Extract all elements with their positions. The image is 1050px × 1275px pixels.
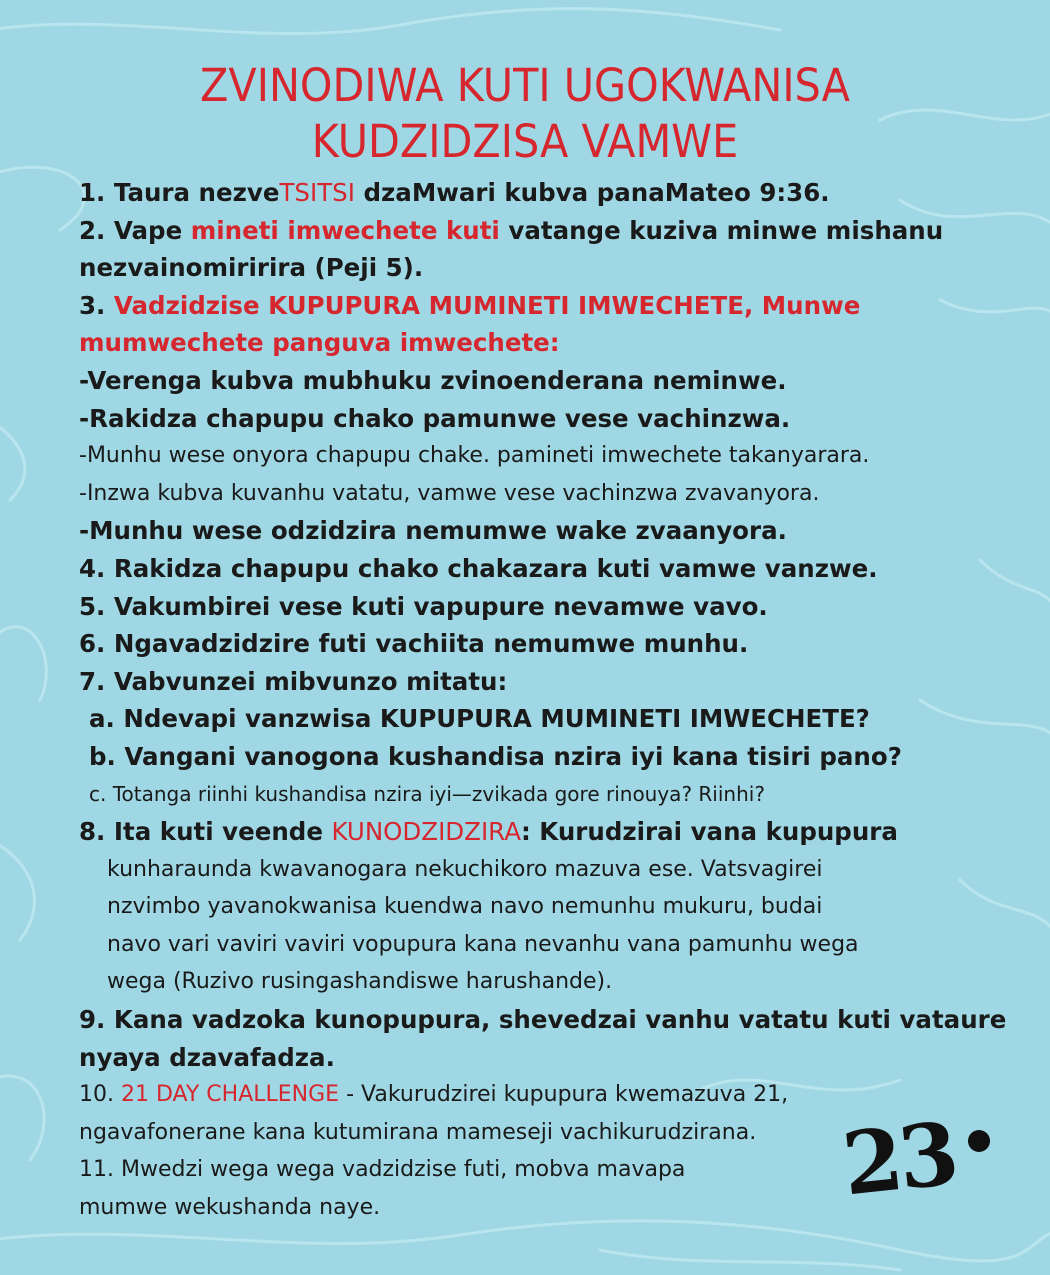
highlight-kunodzidzira: KUNODZIDZIRA: [331, 817, 521, 847]
item-9-cont: nyaya dzavafadza.: [79, 1042, 335, 1072]
highlight-tsitsi: TSITSI: [279, 178, 355, 207]
page-title: [42, 58, 1008, 170]
step-write: -Munhu wese onyora chapupu chake. pamineti imwechete takanyarara.: [79, 443, 870, 469]
item-11: 11. Mwedzi wega wega vadzidzise futi, mobva mavapa: [79, 1157, 686, 1183]
title-line-2: KUDZIDZISA VAMWE: [311, 115, 739, 168]
item-8-line-4: navo vari vaviri vaviri vopupura kana nevanhu vana pamunhu wega: [107, 931, 859, 957]
title-line-1: ZVINODIWA KUTI UGOKWANISA: [200, 59, 850, 112]
item-8-line-5: wega (Ruzivo rusingashandiswe harushande).: [107, 969, 613, 995]
question-a: a. Ndevapi vanzwisa KUPUPURA MUMINETI IMWECHETE?: [89, 704, 870, 734]
item-8-line-3: nzvimbo yavanokwanisa kuendwa navo nemunhu mukuru, budai: [107, 894, 823, 920]
item-3: 3. Vadzidzise KUPUPURA MUMINETI IMWECHETE, Munwe: [79, 290, 861, 320]
highlight-21-day-challenge: 21 DAY CHALLENGE: [120, 1082, 347, 1108]
item-11-cont: mumwe wekushanda naye.: [79, 1195, 381, 1221]
item-10-cont: ngavafonerane kana kutumirana mameseji vachikurudzirana.: [79, 1119, 757, 1145]
item-8: 8. Ita kuti veende KUNODZIDZIRA: Kurudzirai vana kupupura: [79, 817, 898, 847]
item-5: 5. Vakumbirei vese kuti vapupure nevamwe vavo.: [79, 591, 768, 621]
item-2-cont: nezvainomiririra (Peji 5).: [79, 253, 424, 283]
item-1: 1. Taura nezveTSITSI dzaMwari kubva panaMateo 9:36.: [79, 178, 830, 207]
highlight-mineti: mineti imwechete kuti: [190, 215, 500, 245]
step-listen: -Inzwa kubva kuvanhu vatatu, vamwe vese vachinzwa zvavanyora.: [79, 480, 820, 506]
item-8-line-2: kunharaunda kwavanogara nekuchikoro mazuva ese. Vatsvagirei: [107, 856, 823, 882]
step-practice: -Munhu wese odzidzira nemumwe wake zvaanyora.: [79, 516, 787, 546]
instruction-list: [79, 174, 1014, 1227]
item-4: 4. Rakidza chapupu chako chakazara kuti vamwe vanzwe.: [79, 553, 878, 583]
item-9: 9. Kana vadzoka kunopupura, shevedzai vanhu vatatu kuti vataure: [79, 1005, 1007, 1035]
page-number: 23: [837, 1103, 960, 1216]
question-c: c. Totanga riinhi kushandisa nzira iyi—zvikada gore rinouya? Riinhi?: [89, 781, 765, 806]
highlight-kupupura: Vadzidzise KUPUPURA MUMINETI IMWECHETE, Munwe: [113, 290, 861, 320]
item-2: 2. Vape mineti imwechete kuti vatange kuziva minwe mishanu: [79, 215, 944, 245]
item-6: 6. Ngavadzidzire futi vachiita nemumwe munhu.: [79, 629, 749, 659]
item-3-cont: mumwechete panguva imwechete:: [79, 328, 560, 358]
item-10: 10. 21 DAY CHALLENGE - Vakurudzirei kupupura kwemazuva 21,: [79, 1082, 789, 1108]
page-number-dot: [968, 1130, 990, 1152]
question-b: b. Vangani vanogona kushandisa nzira iyi kana tisiri pano?: [89, 741, 902, 771]
item-7: 7. Vabvunzei mibvunzo mitatu:: [79, 666, 508, 696]
step-read: -Verenga kubva mubhuku zvinoenderana neminwe.: [79, 365, 787, 395]
step-show: -Rakidza chapupu chako pamunwe vese vachinzwa.: [79, 403, 791, 433]
